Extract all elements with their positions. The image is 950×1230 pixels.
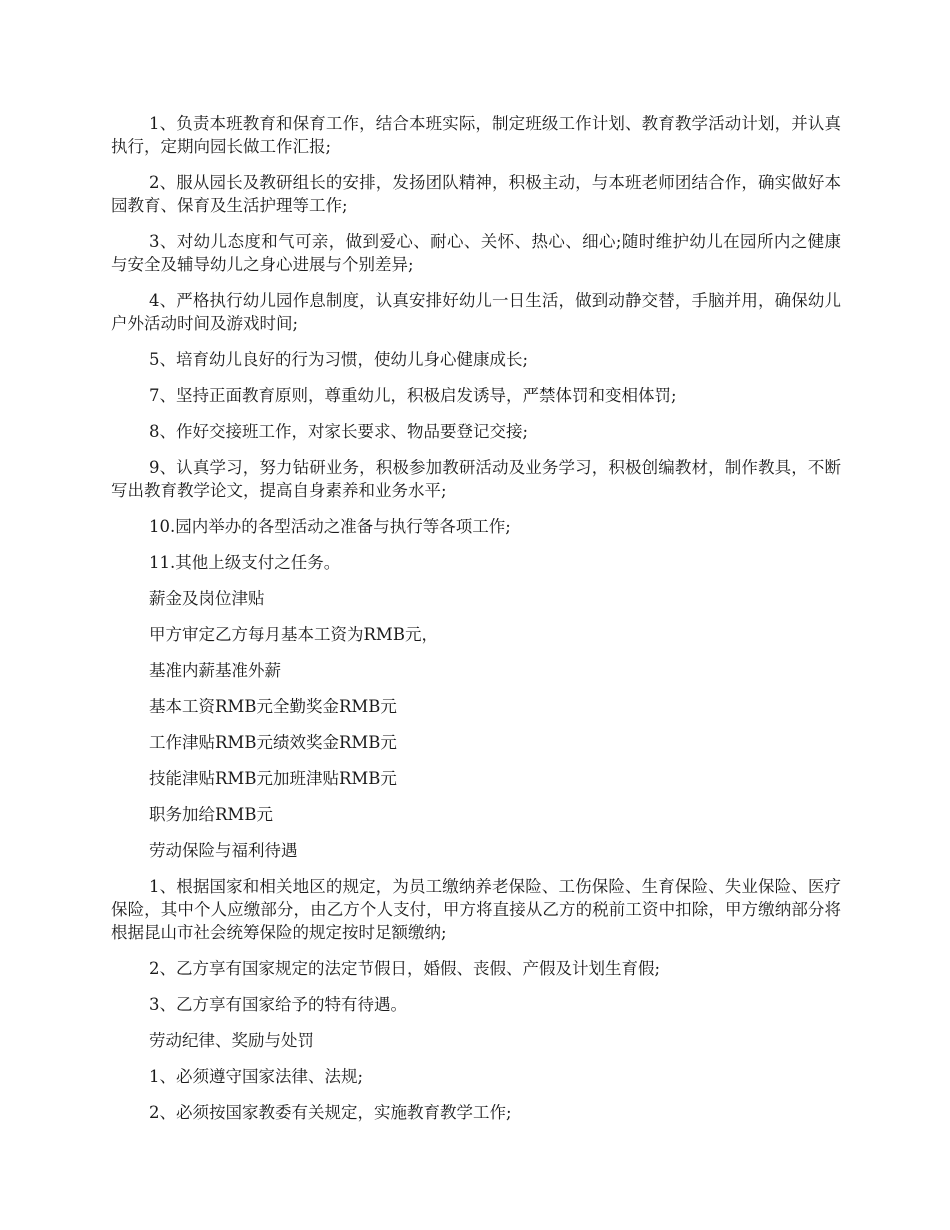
paragraph-duty-9: 9、认真学习，努力钻研业务，积极参加教研活动及业务学习，积极创编教材，制作教具，不断写出教育教学论文，提高自身素养和业务水平; [111, 458, 841, 500]
paragraph-discipline-1: 1、必须遵守国家法律、法规; [149, 1067, 364, 1086]
section-heading-salary: 薪金及岗位津贴 [149, 589, 265, 608]
paragraph-duty-2: 2、服从园长及教研组长的安排，发扬团队精神，积极主动，与本班老师团结合作，确实做好本园教育、保育及生活护理等工作; [111, 173, 841, 215]
paragraph-insurance-2: 2、乙方享有国家规定的法定节假日，婚假、丧假、产假及计划生育假; [149, 959, 661, 978]
paragraph-duty-8: 8、作好交接班工作，对家长要求、物品要登记交接; [149, 422, 529, 441]
paragraph-base-salary: 甲方审定乙方每月基本工资为RMB元， [149, 625, 438, 644]
paragraph-duty-1: 1、负责本班教育和保育工作，结合本班实际，制定班级工作计划、教育教学活动计划，并认真执行，定期向园长做工作汇报; [111, 114, 841, 156]
paragraph-duty-4: 4、严格执行幼儿园作息制度，认真安排好幼儿一日生活，做到动静交替，手脑并用，确保幼儿户外活动时间及游戏时间; [111, 291, 841, 333]
paragraph-salary-allowance: 工作津贴RMB元绩效奖金RMB元 [149, 733, 397, 752]
section-heading-insurance: 劳动保险与福利待遇 [149, 841, 298, 860]
section-heading-discipline: 劳动纪律、奖励与处罚 [149, 1031, 314, 1050]
paragraph-salary-categories: 基准内薪基准外薪 [149, 661, 281, 680]
paragraph-salary-position: 职务加给RMB元 [149, 805, 273, 824]
paragraph-insurance-3: 3、乙方享有国家给予的特有待遇。 [149, 995, 407, 1014]
paragraph-duty-11: 11.其他上级支付之任务。 [149, 553, 341, 572]
paragraph-duty-10: 10.园内举办的各型活动之准备与执行等各项工作; [149, 517, 511, 536]
paragraph-duty-5: 5、培育幼儿良好的行为习惯，使幼儿身心健康成长; [149, 350, 529, 369]
paragraph-duty-3: 3、对幼儿态度和气可亲，做到爱心、耐心、关怀、热心、细心;随时维护幼儿在园所内之健康与安全及辅导幼儿之身心进展与个别差异; [111, 232, 841, 274]
paragraph-insurance-1: 1、根据国家和相关地区的规定，为员工缴纳养老保险、工伤保险、生育保险、失业保险、医疗保险，其中个人应缴部分，由乙方个人支付，甲方将直接从乙方的税前工资中扣除，甲方缴纳部分将根据昆山市社会统筹保险的规定按时足额缴纳; [111, 877, 841, 942]
paragraph-salary-basic: 基本工资RMB元全勤奖金RMB元 [149, 697, 397, 716]
paragraph-discipline-2: 2、必须按国家教委有关规定，实施教育教学工作; [149, 1103, 512, 1122]
document-body [111, 112, 841, 1137]
paragraph-duty-7: 7、坚持正面教育原则，尊重幼儿，积极启发诱导，严禁体罚和变相体罚; [149, 386, 677, 405]
paragraph-salary-skill: 技能津贴RMB元加班津贴RMB元 [149, 769, 397, 788]
